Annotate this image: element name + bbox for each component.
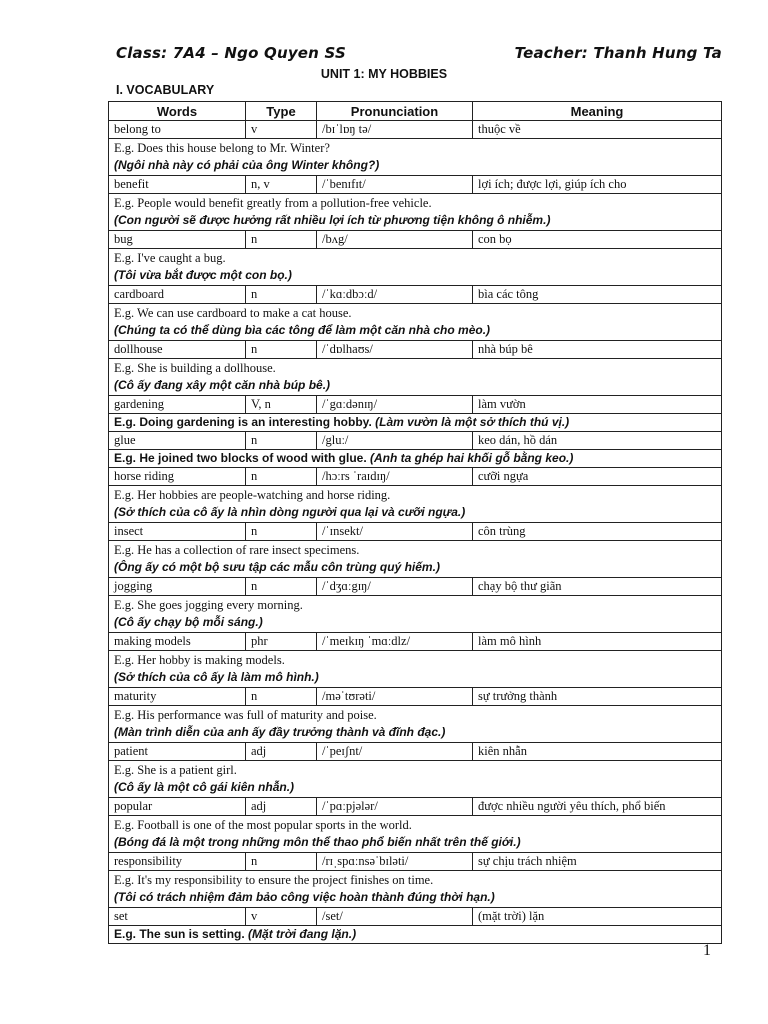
pronunciation-cell: /rɪˌspɑːnsəˈbɪləti/ <box>317 853 473 871</box>
example-english: E.g. Her hobby is making models. <box>114 653 285 667</box>
column-header-meaning: Meaning <box>473 102 722 121</box>
example-english: E.g. His performance was full of maturity and poise. <box>114 708 377 722</box>
unit-title: UNIT 1: MY HOBBIES <box>320 67 448 81</box>
meaning-cell: nhà búp bê <box>473 341 722 359</box>
column-header-words: Words <box>109 102 246 121</box>
meaning-cell: cưỡi ngựa <box>473 468 722 486</box>
pronunciation-cell: /set/ <box>317 908 473 926</box>
example-row <box>109 541 722 578</box>
example-vietnamese: (Cô ấy đang xây một căn nhà búp bê.) <box>114 378 331 392</box>
example-cell <box>109 816 722 853</box>
word-cell: set <box>109 908 246 926</box>
word-cell: insect <box>109 523 246 541</box>
meaning-cell: sự trưởng thành <box>473 688 722 706</box>
meaning-cell: bìa các tông <box>473 286 722 304</box>
example-vietnamese: (Màn trình diễn của anh ấy đầy trưởng thành và đĩnh đạc.) <box>114 725 446 739</box>
example-english: E.g. It's my responsibility to ensure the project finishes on time. <box>114 873 434 887</box>
type-cell: v <box>246 121 317 139</box>
table-row <box>109 633 722 651</box>
teacher-label: Teacher: Thanh Hung Ta <box>514 44 722 62</box>
example-english: E.g. Doing gardening is an interesting hobby. <box>114 415 372 429</box>
type-cell: n, v <box>246 176 317 194</box>
meaning-cell: (mặt trời) lặn <box>473 908 722 926</box>
type-cell: adj <box>246 798 317 816</box>
type-cell: n <box>246 688 317 706</box>
word-cell: dollhouse <box>109 341 246 359</box>
meaning-cell: được nhiều người yêu thích, phổ biến <box>473 798 722 816</box>
pronunciation-cell: /ˈbenɪfɪt/ <box>317 176 473 194</box>
type-cell: n <box>246 231 317 249</box>
example-cell <box>109 541 722 578</box>
example-row <box>109 651 722 688</box>
example-english: E.g. Does this house belong to Mr. Winter? <box>114 141 330 155</box>
table-row <box>109 286 722 304</box>
example-vietnamese: (Mặt trời đang lặn.) <box>248 927 357 941</box>
meaning-cell: côn trùng <box>473 523 722 541</box>
example-row <box>109 926 722 944</box>
example-cell <box>109 359 722 396</box>
column-header-pronunciation: Pronunciation <box>317 102 473 121</box>
meaning-cell: lợi ích; được lợi, giúp ích cho <box>473 176 722 194</box>
example-vietnamese: (Sở thích của cô ấy là nhìn dòng người qua lại và cưỡi ngựa.) <box>114 505 466 519</box>
example-vietnamese: (Cô ấy là một cô gái kiên nhẫn.) <box>114 780 295 794</box>
example-vietnamese: (Sở thích của cô ấy là làm mô hình.) <box>114 670 319 684</box>
pronunciation-cell: /ˈdɒlhaʊs/ <box>317 341 473 359</box>
word-cell: belong to <box>109 121 246 139</box>
table-row <box>109 688 722 706</box>
example-cell <box>109 706 722 743</box>
page-number: 1 <box>703 942 711 959</box>
example-english: E.g. I've caught a bug. <box>114 251 226 265</box>
example-vietnamese: (Chúng ta có thể dùng bìa các tông để làm một căn nhà cho mèo.) <box>114 323 491 337</box>
example-vietnamese: (Tôi có trách nhiệm đảm bảo công việc hoàn thành đúng thời hạn.) <box>114 890 495 904</box>
vocabulary-table-body <box>109 121 722 944</box>
example-cell <box>109 414 722 432</box>
table-row <box>109 341 722 359</box>
pronunciation-cell: /ˈgɑːdənɪŋ/ <box>317 396 473 414</box>
example-row <box>109 249 722 286</box>
example-row <box>109 816 722 853</box>
example-vietnamese: (Tôi vừa bắt được một con bọ.) <box>114 268 292 282</box>
pronunciation-cell: /gluː/ <box>317 432 473 450</box>
word-cell: popular <box>109 798 246 816</box>
example-cell <box>109 651 722 688</box>
meaning-cell: kiên nhẫn <box>473 743 722 761</box>
example-vietnamese: (Làm vườn là một sở thích thú vị.) <box>375 415 570 429</box>
type-cell: n <box>246 432 317 450</box>
word-cell: horse riding <box>109 468 246 486</box>
word-cell: cardboard <box>109 286 246 304</box>
pronunciation-cell: /ˈmeɪkɪŋ ˈmɑːdlz/ <box>317 633 473 651</box>
word-cell: bug <box>109 231 246 249</box>
example-row <box>109 414 722 432</box>
table-row <box>109 578 722 596</box>
pronunciation-cell: /bʌg/ <box>317 231 473 249</box>
example-english: E.g. Football is one of the most popular sports in the world. <box>114 818 412 832</box>
pronunciation-cell: /ˈɪnsekt/ <box>317 523 473 541</box>
type-cell: V, n <box>246 396 317 414</box>
table-row <box>109 432 722 450</box>
table-row <box>109 468 722 486</box>
example-english: E.g. He joined two blocks of wood with glue. <box>114 451 367 465</box>
table-row <box>109 908 722 926</box>
vocabulary-table <box>108 101 722 944</box>
meaning-cell: làm mô hình <box>473 633 722 651</box>
meaning-cell: chạy bộ thư giãn <box>473 578 722 596</box>
table-header-row <box>109 102 722 121</box>
word-cell: jogging <box>109 578 246 596</box>
example-english: E.g. The sun is setting. <box>114 927 245 941</box>
class-label: Class: 7A4 – Ngo Quyen SS <box>116 44 346 62</box>
example-row <box>109 304 722 341</box>
example-cell <box>109 194 722 231</box>
example-english: E.g. She goes jogging every morning. <box>114 598 303 612</box>
meaning-cell: con bọ <box>473 231 722 249</box>
type-cell: v <box>246 908 317 926</box>
table-row <box>109 523 722 541</box>
example-row <box>109 761 722 798</box>
example-vietnamese: (Bóng đá là một trong những môn thể thao phổ biến nhất trên thế giới.) <box>114 835 521 849</box>
example-row <box>109 359 722 396</box>
table-row <box>109 176 722 194</box>
meaning-cell: thuộc về <box>473 121 722 139</box>
example-english: E.g. She is building a dollhouse. <box>114 361 276 375</box>
type-cell: n <box>246 468 317 486</box>
pronunciation-cell: /hɔːrs ˈraɪdɪŋ/ <box>317 468 473 486</box>
example-cell <box>109 450 722 468</box>
table-row <box>109 231 722 249</box>
word-cell: glue <box>109 432 246 450</box>
table-row <box>109 853 722 871</box>
example-row <box>109 596 722 633</box>
type-cell: n <box>246 853 317 871</box>
table-row <box>109 121 722 139</box>
example-cell <box>109 596 722 633</box>
example-english: E.g. Her hobbies are people-watching and horse riding. <box>114 488 391 502</box>
example-cell <box>109 249 722 286</box>
example-cell <box>109 926 722 944</box>
example-english: E.g. He has a collection of rare insect specimens. <box>114 543 360 557</box>
example-vietnamese: (Cô ấy chạy bộ mỗi sáng.) <box>114 615 263 629</box>
meaning-cell: keo dán, hồ dán <box>473 432 722 450</box>
example-cell <box>109 761 722 798</box>
meaning-cell: làm vườn <box>473 396 722 414</box>
type-cell: adj <box>246 743 317 761</box>
example-row <box>109 486 722 523</box>
type-cell: n <box>246 523 317 541</box>
word-cell: making models <box>109 633 246 651</box>
table-row <box>109 798 722 816</box>
table-row <box>109 743 722 761</box>
word-cell: patient <box>109 743 246 761</box>
table-row <box>109 396 722 414</box>
word-cell: maturity <box>109 688 246 706</box>
pronunciation-cell: /ˈpeɪʃnt/ <box>317 743 473 761</box>
section-title: I. VOCABULARY <box>116 83 215 97</box>
word-cell: responsibility <box>109 853 246 871</box>
example-row <box>109 450 722 468</box>
example-english: E.g. We can use cardboard to make a cat house. <box>114 306 352 320</box>
example-vietnamese: (Ngôi nhà này có phải của ông Winter không?) <box>114 158 380 172</box>
type-cell: phr <box>246 633 317 651</box>
example-cell <box>109 871 722 908</box>
example-row <box>109 871 722 908</box>
example-english: E.g. People would benefit greatly from a pollution-free vehicle. <box>114 196 432 210</box>
example-row <box>109 194 722 231</box>
type-cell: n <box>246 286 317 304</box>
example-english: E.g. She is a patient girl. <box>114 763 237 777</box>
word-cell: benefit <box>109 176 246 194</box>
example-vietnamese: (Anh ta ghép hai khối gỗ bằng keo.) <box>370 451 574 465</box>
pronunciation-cell: /ˈdʒɑːgɪŋ/ <box>317 578 473 596</box>
example-row <box>109 139 722 176</box>
type-cell: n <box>246 341 317 359</box>
example-row <box>109 706 722 743</box>
pronunciation-cell: /ˈkɑːdbɔːd/ <box>317 286 473 304</box>
example-vietnamese: (Ông ấy có một bộ sưu tập các mẫu côn trùng quý hiếm.) <box>114 560 440 574</box>
word-cell: gardening <box>109 396 246 414</box>
example-cell <box>109 486 722 523</box>
column-header-type: Type <box>246 102 317 121</box>
pronunciation-cell: /məˈtʊrəti/ <box>317 688 473 706</box>
pronunciation-cell: /bɪˈlɒŋ tə/ <box>317 121 473 139</box>
pronunciation-cell: /ˈpɑːpjələr/ <box>317 798 473 816</box>
example-cell <box>109 139 722 176</box>
example-cell <box>109 304 722 341</box>
example-vietnamese: (Con người sẽ được hưởng rất nhiều lợi ích từ phương tiện không ô nhiễm.) <box>114 213 551 227</box>
meaning-cell: sự chịu trách nhiệm <box>473 853 722 871</box>
type-cell: n <box>246 578 317 596</box>
